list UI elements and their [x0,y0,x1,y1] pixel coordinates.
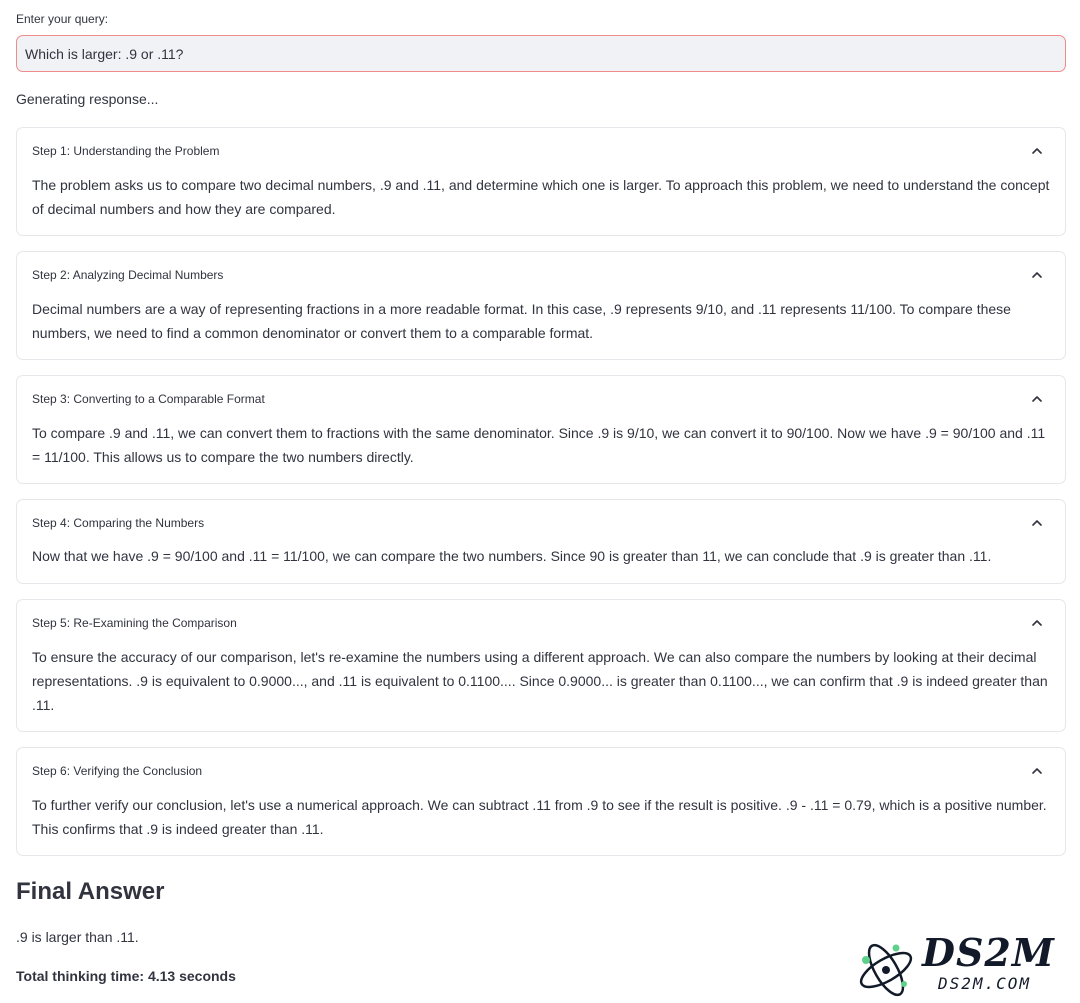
atom-logo-icon [854,936,918,1003]
step-title-5: Step 5: Re-Examining the Comparison [32,616,237,630]
step-body-3: To compare .9 and .11, we can convert them to fractions with the same denominator. Since .9 is 9/10, we can convert it to 90/100. Now we have .9 = 90/100 and .11 = 11/100. This allows us to compare the two numbers directly. [32,425,1046,465]
step-header-5[interactable] [32,615,1050,631]
step-body-2: Decimal numbers are a way of representing fractions in a more readable format. In this case, .9 represents 9/10, and .11 represents 11/100. To compare these numbers, we need to find a common denominator or convert them to a comparable format. [32,301,1011,341]
step-expander-6 [16,747,1066,856]
step-expander-1 [16,127,1066,236]
watermark [852,932,1072,1002]
step-header-6[interactable] [32,763,1050,779]
watermark-domain: DS2M.COM [938,974,1032,993]
watermark-brand: DS2M [922,930,1055,975]
step-header-1[interactable] [32,143,1050,159]
step-body-6: To further verify our conclusion, let's use a numerical approach. We can subtract .11 from .9 to see if the result is positive. .9 - .11 = 0.79, which is a positive number. This confirms that .9 is indeed greater than .11. [32,797,1047,837]
chevron-up-icon [1030,268,1044,282]
status-text: Generating response... [16,91,159,107]
thinking-time: Total thinking time: 4.13 seconds [16,968,236,984]
chevron-up-icon [1030,392,1044,406]
step-body-5: To ensure the accuracy of our comparison, let's re-examine the numbers using a different approach. We can also compare the numbers by looking at their decimal representations. .9 is equivalent to 0.9000..., and .11 is equivalent to 0.1100.... Since 0.9000... is greater than 0.1100..., we can confirm that .9 is indeed greater than .11. [32,649,1048,713]
chevron-up-icon [1030,144,1044,158]
step-title-4: Step 4: Comparing the Numbers [32,516,205,530]
final-answer-text: .9 is larger than .11. [16,929,139,945]
step-title-6: Step 6: Verifying the Conclusion [32,764,203,778]
step-body-1: The problem asks us to compare two decimal numbers, .9 and .11, and determine which one is larger. To approach this problem, we need to understand the concept of decimal numbers and how they are compared. [32,177,1050,217]
step-body-4: Now that we have .9 = 90/100 and .11 = 11/100, we can compare the two numbers. Since 90 is greater than 11, we can conclude that .9 is greater than .11. [32,548,992,564]
step-header-2[interactable] [32,267,1050,283]
chevron-up-icon [1030,616,1044,630]
step-expander-3 [16,375,1066,484]
query-label: Enter your query: [16,12,109,26]
step-expander-5 [16,599,1066,732]
chevron-up-icon [1030,516,1044,530]
step-expander-2 [16,251,1066,360]
step-header-3[interactable] [32,391,1050,407]
step-title-3: Step 3: Converting to a Comparable Format [32,392,265,406]
chevron-up-icon [1030,764,1044,778]
step-header-4[interactable] [32,515,1050,531]
step-expander-4 [16,499,1066,584]
query-input[interactable] [16,35,1066,72]
final-answer-heading: Final Answer [16,878,165,905]
step-title-1: Step 1: Understanding the Problem [32,144,220,158]
step-title-2: Step 2: Analyzing Decimal Numbers [32,268,224,282]
